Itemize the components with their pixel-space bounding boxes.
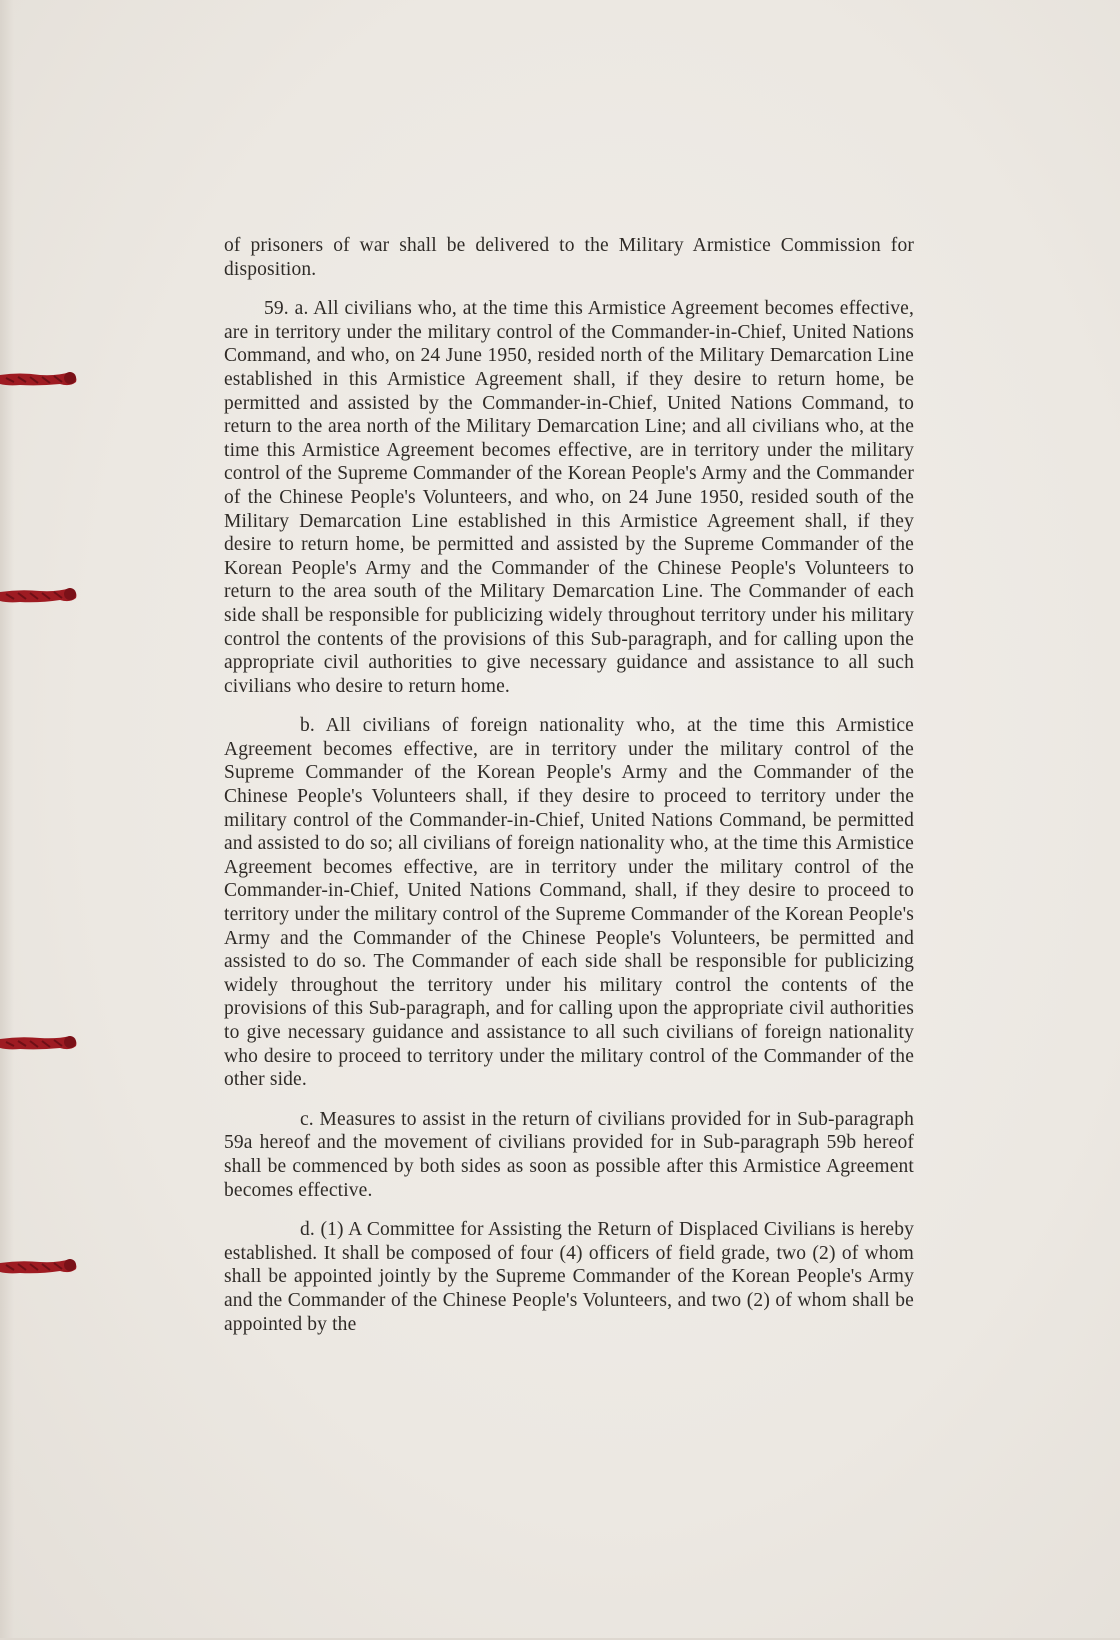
- binding-cord: [0, 366, 80, 392]
- document-body: [224, 234, 914, 1336]
- paragraph-59d: d. (1) A Committee for Assisting the Return of Displaced Civilians is hereby established. It shall be composed of four (4) officers of field grade, two (2) of whom shall be appointed jointly by the Supreme Commander of the Korean People's Army and the Commander of the Chinese People's Volunteers, and two (2) of whom shall be appointed by the: [224, 1219, 914, 1335]
- paragraph-59a: 59. a. All civilians who, at the time this Armistice Agreement becomes effective, are in territory under the military control of the Commander-in-Chief, United Nations Command, and who, on 24 June 1950, resided north of the Military Demarcation Line established in this Armistice Agreement shall, if they desire to return home, be permitted and assisted by the Commander-in-Chief, United Nations Command, to return to the area north of the Military Demarcation Line; and all civilians who, at the time this Armistice Agreement becomes effective, are in territory under the military control of the Supreme Commander of the Korean People's Army and the Commander of the Chinese People's Volunteers, and who, on 24 June 1950, resided south of the Military Demarcation Line established in this Armistice Agreement shall, if they desire to return home, be permitted and assisted by the Supreme Commander of the Korean People's Army and the Commander of the Chinese People's Volunteers to return to the area south of the Military Demarcation Line. The Commander of each side shall be responsible for publicizing widely throughout territory under his military control the contents of the provisions of this Sub-paragraph, and for calling upon the appropriate civil authorities to give necessary guidance and assistance to all such civilians who desire to return home.: [224, 298, 914, 697]
- binding-edge: [0, 0, 14, 1640]
- paragraph-59b: b. All civilians of foreign nationality who, at the time this Armistice Agreement becomes effective, are in territory under the military control of the Supreme Commander of the Korean People's Army and the Commander of the Chinese People's Volunteers shall, if they desire to proceed to territory under the military control of the Commander-in-Chief, United Nations Command, be permitted and assisted to do so; all civilians of foreign nationality who, at the time this Armistice Agreement becomes effective, are in territory under the military control of the Commander-in-Chief, United Nations Command, shall, if they desire to proceed to territory under the military control of the Supreme Commander of the Korean People's Army and the Commander of the Chinese People's Volunteers, be permitted and assisted to do so. The Commander of each side shall be responsible for publicizing widely throughout the territory under his military control the contents of the provisions of this Sub-paragraph, and for calling upon the appropriate civil authorities to give necessary guidance and assistance to all such civilians of foreign nationality who desire to proceed to territory under the military control of the Commander of the other side.: [224, 715, 914, 1091]
- paragraph-59c: c. Measures to assist in the return of civilians provided for in Sub-paragraph 59a hereof and the movement of civilians provided for in Sub-paragraph 59b hereof shall be commenced by both sides as soon as possible after this Armistice Agreement becomes effective.: [224, 1108, 914, 1201]
- binding-cord: [0, 1030, 80, 1056]
- binding-cord: [0, 1253, 80, 1279]
- paragraph-continuation: of prisoners of war shall be delivered to the Military Armistice Commission for disposition.: [224, 235, 914, 280]
- binding-cord: [0, 582, 80, 608]
